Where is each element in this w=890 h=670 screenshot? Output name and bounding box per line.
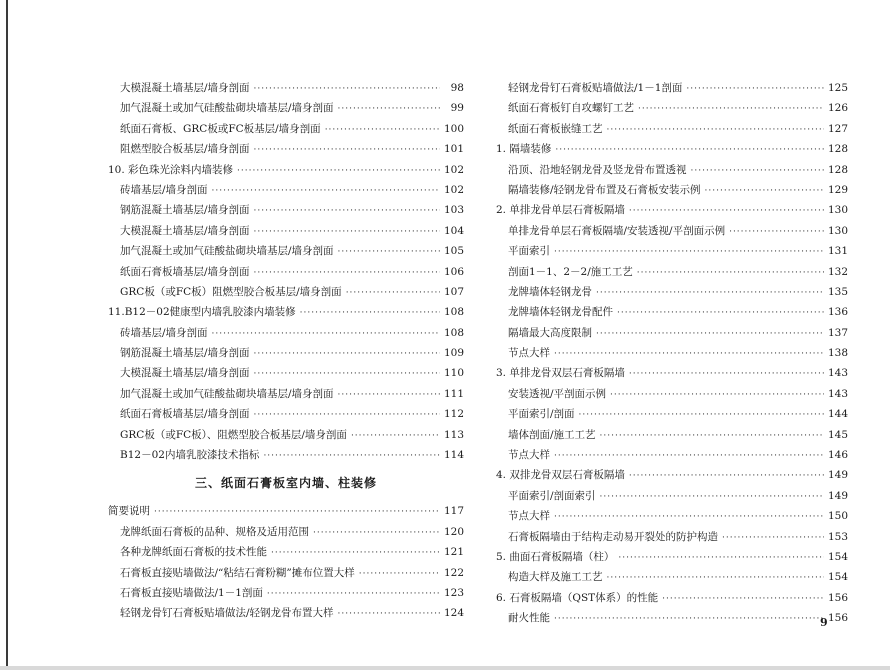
- toc-entry: [108, 445, 464, 465]
- toc-entry-page: 99: [450, 102, 464, 115]
- toc-entry-page: 125: [827, 82, 848, 94]
- toc-entry-title: 剖面1－1、2－2/施工工艺: [508, 265, 633, 278]
- toc-entry: [108, 522, 464, 542]
- toc-entry-title: 1. 隔墙装修: [496, 143, 552, 156]
- toc-entry-page: 150: [827, 510, 848, 523]
- toc-entry-page: 131: [827, 245, 848, 258]
- dot-leader: [686, 79, 824, 99]
- toc-entry-page: 136: [827, 306, 848, 319]
- dot-leader: [638, 99, 824, 119]
- page-bottom-edge: [0, 666, 890, 670]
- toc-entry-page: 128: [827, 163, 848, 176]
- dot-leader: [338, 242, 440, 262]
- toc-entry-title: 11.B12－02健康型内墙乳胶漆内墙装修: [108, 306, 296, 319]
- dot-leader: [338, 385, 440, 405]
- toc-entry-page: 137: [827, 326, 848, 339]
- toc-entry-page: 156: [827, 591, 848, 604]
- toc-entry: [108, 221, 464, 241]
- toc-entry-title: 钢筋混凝土墙基层/墙身剖面: [120, 347, 250, 360]
- toc-entry-title: 单排龙骨单层石膏板隔墙/安装透视/平剖面示例: [508, 224, 726, 237]
- toc-entry: [108, 384, 464, 404]
- toc-entry-title: 纸面石膏板墙基层/墙身剖面: [120, 265, 250, 278]
- toc-entry-page: 127: [827, 122, 848, 135]
- dot-leader: [351, 426, 440, 446]
- toc-entry-title: 龙牌纸面石膏板的品种、规格及适用范围: [120, 525, 309, 538]
- toc-entry: [496, 425, 848, 445]
- toc-entry: [108, 241, 464, 261]
- toc-entry-page: 123: [443, 586, 464, 599]
- toc-entry: [108, 160, 464, 180]
- dot-leader: [607, 568, 824, 588]
- dot-leader: [254, 201, 440, 221]
- toc-entry-page: 108: [443, 326, 464, 339]
- toc-entry: [496, 567, 848, 587]
- toc-entry-title: 大模混凝土墙基层/墙身剖面: [120, 367, 250, 380]
- toc-entry-page: 101: [443, 143, 464, 156]
- toc-entry-page: 143: [827, 367, 848, 380]
- toc-entry: [108, 302, 464, 322]
- dot-leader: [554, 344, 824, 364]
- toc-entry-page: 107: [443, 285, 464, 298]
- dot-leader: [600, 487, 824, 507]
- toc-entry-page: 130: [827, 204, 848, 217]
- toc-entry-page: 110: [443, 367, 464, 380]
- dot-leader: [637, 263, 824, 283]
- toc-entry: [496, 486, 848, 506]
- toc-entry-page: 153: [827, 530, 848, 543]
- toc-entry-title: GRC板（或FC板）、阻燃型胶合板基层/墙身剖面: [120, 428, 347, 441]
- toc-entry: [108, 343, 464, 363]
- toc-entry-page: 105: [443, 245, 464, 258]
- toc-entry: [108, 563, 464, 583]
- dot-leader: [722, 528, 824, 548]
- toc-entry-title: 龙牌墙体轻钢龙骨: [508, 285, 592, 298]
- dot-leader: [629, 466, 824, 486]
- dot-leader: [555, 140, 824, 160]
- toc-entry-page: 112: [443, 408, 464, 421]
- toc-entry: [496, 200, 848, 220]
- toc-entry-page: 130: [827, 224, 848, 237]
- dot-leader: [554, 507, 824, 527]
- toc-list-right: [496, 78, 848, 629]
- dot-leader: [554, 609, 824, 629]
- toc-entry-title: 轻钢龙骨钉石膏板贴墙做法/轻钢龙骨布置大样: [120, 607, 334, 620]
- toc-entry-title: 纸面石膏板钉自攻螺钉工艺: [508, 102, 634, 115]
- toc-entry: [108, 200, 464, 220]
- toc-entry-page: 146: [827, 449, 848, 462]
- toc-entry-title: 4. 双排龙骨双层石膏板隔墙: [496, 469, 625, 482]
- dot-leader: [596, 324, 824, 344]
- toc-entry-page: 106: [443, 265, 464, 278]
- section-heading: 三、纸面石膏板室内墙、柱装修: [194, 476, 377, 491]
- toc-entry-title: 沿顶、沿地轻钢龙骨及竖龙骨布置透视: [508, 163, 687, 176]
- toc-entry-title: 10. 彩色珠光涂料内墙装修: [108, 163, 234, 176]
- toc-entry: [496, 241, 848, 261]
- toc-entry: [496, 302, 848, 322]
- toc-entry-page: 111: [443, 387, 464, 400]
- toc-entry-title: 纸面石膏板嵌缝工艺: [508, 122, 603, 135]
- toc-entry-title: 纸面石膏板、GRC板或FC板基层/墙身剖面: [120, 122, 321, 135]
- page-number: 9: [820, 616, 828, 629]
- dot-leader: [629, 201, 824, 221]
- toc-entry: [108, 583, 464, 603]
- dot-leader: [629, 364, 824, 384]
- toc-entry-title: 耐火性能: [508, 612, 550, 625]
- toc-entry-page: 132: [827, 265, 848, 278]
- toc-entry-page: 126: [827, 102, 848, 115]
- dot-leader: [346, 283, 440, 303]
- toc-list-left-bottom: [108, 501, 464, 623]
- dot-leader: [212, 181, 440, 201]
- toc-entry-page: 145: [827, 428, 848, 441]
- dot-leader: [579, 405, 824, 425]
- dot-leader: [596, 283, 824, 303]
- toc-entry-title: 钢筋混凝土墙基层/墙身剖面: [120, 204, 250, 217]
- dot-leader: [729, 222, 824, 242]
- toc-entry: [108, 98, 464, 118]
- dot-leader: [610, 385, 824, 405]
- toc-entry: [496, 139, 848, 159]
- toc-entry: [108, 139, 464, 159]
- toc-right-column: [496, 78, 848, 629]
- toc-entry-page: 124: [443, 607, 464, 620]
- toc-entry: [496, 119, 848, 139]
- dot-leader: [691, 161, 824, 181]
- toc-entry: [496, 98, 848, 118]
- toc-entry-page: 108: [443, 306, 464, 319]
- dot-leader: [705, 181, 824, 201]
- toc-entry: [496, 588, 848, 608]
- toc-entry-page: 128: [827, 143, 848, 156]
- toc-entry-title: 节点大样: [508, 510, 550, 523]
- toc-entry: [108, 119, 464, 139]
- toc-entry-page: 114: [443, 449, 464, 462]
- toc-entry-title: 加气混凝土或加气硅酸盐砌块墙基层/墙身剖面: [120, 387, 334, 400]
- toc-entry-title: 各种龙牌纸面石膏板的技术性能: [120, 546, 267, 559]
- toc-entry-title: B12－02内墙乳胶漆技术指标: [120, 449, 260, 462]
- dot-leader: [313, 523, 440, 543]
- toc-entry-title: 隔墙最大高度限制: [508, 326, 592, 339]
- toc-entry: [496, 506, 848, 526]
- toc-entry: [108, 282, 464, 302]
- toc-entry: [496, 221, 848, 241]
- toc-list-left-top: [108, 78, 464, 465]
- toc-entry: [108, 180, 464, 200]
- toc-entry: [496, 323, 848, 343]
- toc-entry: [108, 262, 464, 282]
- toc-entry-title: 平面索引/剖面: [508, 408, 575, 421]
- toc-entry: [496, 527, 848, 547]
- toc-entry-page: 144: [827, 408, 848, 421]
- toc-entry-title: 大模混凝土墙基层/墙身剖面: [120, 224, 250, 237]
- toc-entry: [496, 180, 848, 200]
- toc-entry-title: 砖墙基层/墙身剖面: [120, 183, 208, 196]
- toc-entry-page: 100: [443, 122, 464, 135]
- toc-entry: [496, 547, 848, 567]
- dot-leader: [271, 543, 440, 563]
- toc-entry: [108, 78, 464, 98]
- toc-entry-title: 加气混凝土或加气硅酸盐砌块墙基层/墙身剖面: [120, 102, 334, 115]
- toc-entry-title: 石膏板直接贴墙做法/1－1剖面: [120, 586, 263, 599]
- toc-entry-page: 98: [450, 82, 464, 94]
- dot-leader: [618, 548, 824, 568]
- toc-entry-page: 154: [827, 550, 848, 563]
- toc-entry: [108, 323, 464, 343]
- dot-leader: [254, 222, 440, 242]
- toc-entry-page: 122: [443, 566, 464, 579]
- toc-entry-title: 3. 单排龙骨双层石膏板隔墙: [496, 367, 625, 380]
- toc-entry-title: GRC板（或FC板）阻燃型胶合板基层/墙身剖面: [120, 285, 342, 298]
- toc-entry-title: 纸面石膏板墙基层/墙身剖面: [120, 408, 250, 421]
- toc-entry-page: 103: [443, 204, 464, 217]
- toc-entry-title: 节点大样: [508, 347, 550, 360]
- toc-entry-title: 2. 单排龙骨单层石膏板隔墙: [496, 204, 625, 217]
- toc-entry: [496, 608, 848, 628]
- toc-entry-title: 6. 石膏板隔墙（QST体系）的性能: [496, 591, 659, 604]
- toc-entry-title: 石膏板隔墙由于结构走动易开裂处的防护构造: [508, 530, 718, 543]
- toc-left-column: [108, 78, 464, 624]
- dot-leader: [554, 446, 824, 466]
- toc-entry-page: 129: [827, 183, 848, 196]
- dot-leader: [554, 242, 824, 262]
- toc-entry: [108, 404, 464, 424]
- dot-leader: [212, 324, 440, 344]
- toc-entry: [496, 384, 848, 404]
- toc-entry: [496, 160, 848, 180]
- toc-entry-title: 石膏板直接贴墙做法/“粘结石膏粉糊”摊布位置大样: [120, 566, 355, 579]
- toc-entry-page: 154: [827, 571, 848, 584]
- dot-leader: [617, 303, 824, 323]
- toc-entry: [108, 363, 464, 383]
- dot-leader: [254, 344, 440, 364]
- toc-entry-title: 轻钢龙骨钉石膏板贴墙做法/1－1剖面: [508, 82, 683, 94]
- toc-entry: [496, 404, 848, 424]
- toc-entry: [496, 262, 848, 282]
- dot-leader: [254, 263, 440, 283]
- dot-leader: [325, 120, 440, 140]
- toc-entry-title: 简要说明: [108, 505, 150, 518]
- dot-leader: [607, 120, 824, 140]
- toc-entry: [496, 78, 848, 98]
- toc-entry-page: 102: [443, 183, 464, 196]
- toc-entry-page: 121: [443, 546, 464, 559]
- toc-entry-page: 143: [827, 387, 848, 400]
- toc-entry-title: 安装透视/平剖面示例: [508, 387, 607, 400]
- toc-entry: [108, 501, 464, 521]
- toc-entry-title: 龙牌墙体轻钢龙骨配件: [508, 306, 613, 319]
- toc-entry-title: 大模混凝土墙基层/墙身剖面: [120, 82, 250, 94]
- toc-entry-page: 156: [827, 612, 848, 625]
- toc-entry-title: 平面索引/剖面索引: [508, 489, 596, 502]
- toc-entry-page: 149: [827, 489, 848, 502]
- toc-entry-title: 加气混凝土或加气硅酸盐砌块墙基层/墙身剖面: [120, 245, 334, 258]
- toc-entry-title: 平面索引: [508, 245, 550, 258]
- toc-entry: [108, 425, 464, 445]
- dot-leader: [300, 303, 440, 323]
- toc-entry-page: 104: [443, 224, 464, 237]
- dot-leader: [254, 79, 440, 99]
- dot-leader: [154, 502, 440, 522]
- page-binding-edge: [6, 0, 8, 670]
- dot-leader: [267, 584, 440, 604]
- toc-entry-title: 阻燃型胶合板基层/墙身剖面: [120, 143, 250, 156]
- toc-entry-title: 砖墙基层/墙身剖面: [120, 326, 208, 339]
- toc-entry-page: 109: [443, 347, 464, 360]
- toc-entry: [496, 445, 848, 465]
- dot-leader: [263, 446, 440, 466]
- toc-entry-page: 135: [827, 285, 848, 298]
- toc-entry: [496, 343, 848, 363]
- toc-entry-page: 120: [443, 525, 464, 538]
- dot-leader: [338, 604, 440, 624]
- toc-entry: [496, 363, 848, 383]
- toc-entry-page: 117: [443, 505, 464, 518]
- toc-entry: [496, 465, 848, 485]
- toc-entry-page: 102: [443, 163, 464, 176]
- toc-entry-page: 113: [443, 428, 464, 441]
- toc-entry-title: 5. 曲面石膏板隔墙（柱）: [496, 550, 615, 563]
- toc-entry: [108, 603, 464, 623]
- toc-entry-page: 149: [827, 469, 848, 482]
- dot-leader: [237, 161, 440, 181]
- toc-entry: [496, 282, 848, 302]
- dot-leader: [359, 564, 440, 584]
- dot-leader: [338, 99, 440, 119]
- dot-leader: [600, 426, 824, 446]
- toc-entry-page: 138: [827, 347, 848, 360]
- toc-entry-title: 构造大样及施工工艺: [508, 571, 603, 584]
- dot-leader: [254, 364, 440, 384]
- dot-leader: [254, 140, 440, 160]
- toc-entry-title: 节点大样: [508, 449, 550, 462]
- dot-leader: [662, 589, 824, 609]
- toc-entry: [108, 542, 464, 562]
- dot-leader: [254, 405, 440, 425]
- toc-entry-title: 墙体剖面/施工工艺: [508, 428, 596, 441]
- toc-entry-title: 隔墙装修/轻钢龙骨布置及石膏板安装示例: [508, 183, 701, 196]
